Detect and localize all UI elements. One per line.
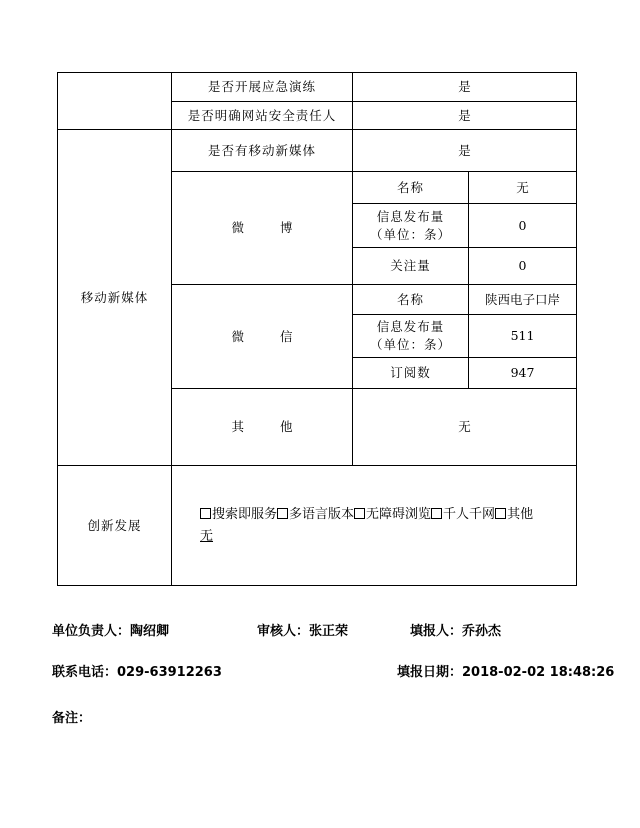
report-table [57,72,577,586]
other-value: 无 [353,389,577,466]
has-media-label: 是否有移动新媒体 [172,130,353,172]
wechat-name-value: 陕西电子口岸 [469,285,577,315]
contact-phone: 联系电话：029-63912263 [52,665,222,680]
section-media-label: 移动新媒体 [58,130,172,466]
drill-label: 是否开展应急演练 [172,73,353,102]
has-media-value: 是 [353,130,577,172]
wechat-subs-label: 订阅数 [353,358,469,389]
option-search-service: 搜索即服务 [212,506,278,522]
innovation-other-value: 无 [200,528,214,544]
weibo-posts-label-line1: 信息发布量 [376,208,445,224]
weibo-name-label: 名称 [353,172,469,204]
weibo-posts-value: 0 [469,204,577,248]
innovation-options [172,466,577,586]
wechat-posts-value: 511 [469,315,577,358]
wechat-posts-label-line1: 信息发布量 [376,319,445,334]
weibo-posts-label [353,204,469,248]
checkbox-multilingual[interactable] [277,508,288,519]
option-multilingual: 多语言版本 [289,506,355,522]
wechat-posts-label [353,315,469,358]
checkbox-other[interactable] [495,508,506,519]
drill-value: 是 [353,73,577,102]
weibo-posts-label-line2: （单位：条） [369,226,451,242]
reviewer: 审核人：张正荣 [257,624,349,639]
unit-head: 单位负责人：陶绍卿 [52,624,170,639]
wechat-posts-label-line2: （单位：条） [369,337,451,352]
wechat-subs-value: 947 [469,358,577,389]
filler: 填报人：乔孙杰 [410,624,502,639]
section-innovation-label: 创新发展 [58,466,172,586]
innovation-checkbox-line [200,504,568,526]
checkbox-personalized[interactable] [431,508,442,519]
option-accessibility: 无障碍浏览 [366,506,432,522]
option-personalized: 千人千网 [443,506,496,522]
responsibility-value: 是 [353,102,577,130]
wechat-name-label: 名称 [353,285,469,315]
weibo-label: 微 博 [172,172,353,285]
weibo-name-value: 无 [469,172,577,204]
weibo-follow-label: 关注量 [353,248,469,285]
other-label: 其 他 [172,389,353,466]
note-label: 备注： [52,711,92,726]
wechat-label: 微 信 [172,285,353,389]
option-other: 其他 [507,506,534,522]
fill-date: 填报日期：2018-02-02 18:48:26 [397,665,615,680]
weibo-follow-value: 0 [469,248,577,285]
checkbox-search-service[interactable] [200,508,211,519]
empty-section-cell [58,73,172,130]
checkbox-accessibility[interactable] [354,508,365,519]
responsibility-label: 是否明确网站安全责任人 [172,102,353,130]
